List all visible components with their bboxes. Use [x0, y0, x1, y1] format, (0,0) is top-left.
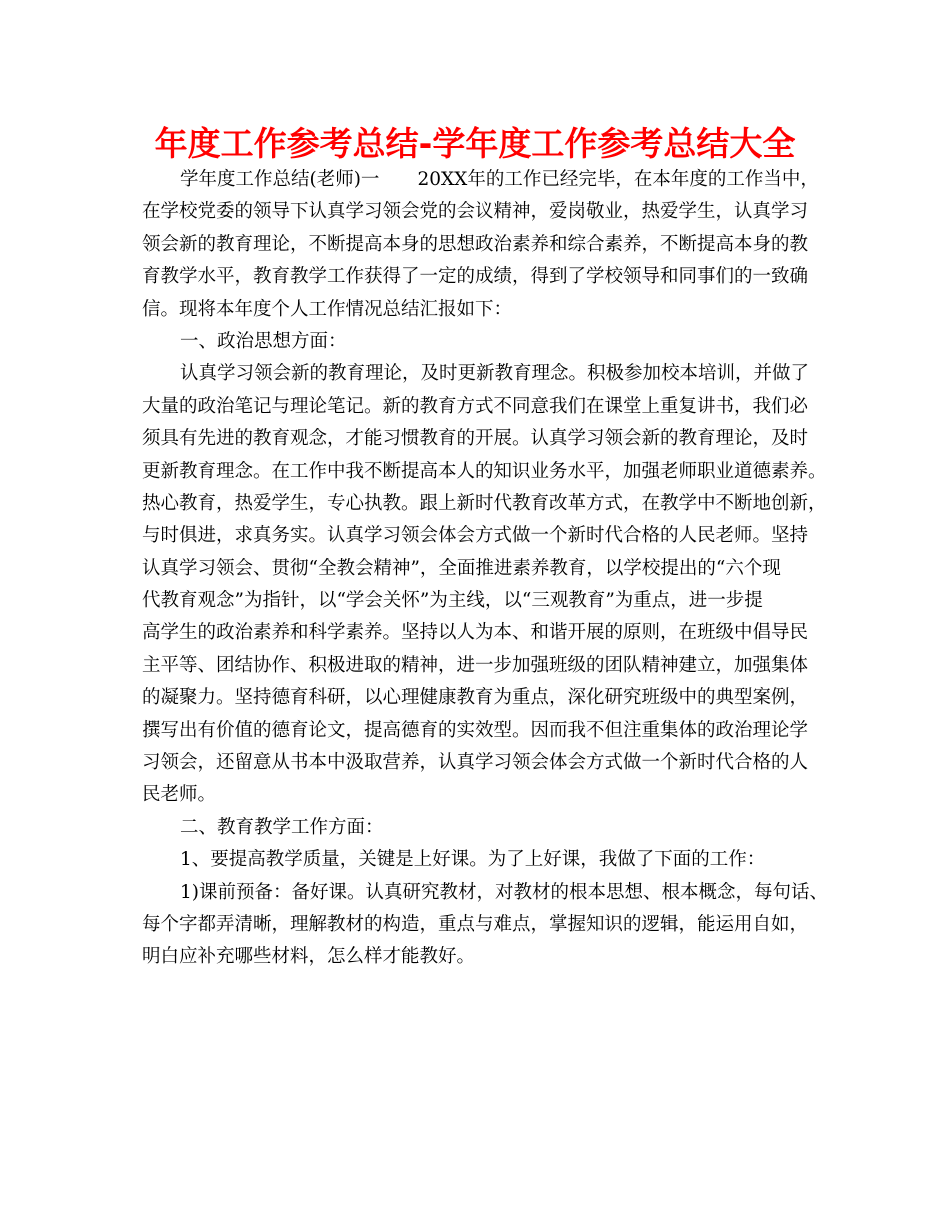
paragraph-line: 的凝聚力。坚持德育科研，以心理健康教育为重点，深化研究班级中的典型案例，	[142, 687, 809, 709]
document-body	[142, 164, 828, 974]
paragraph-line: 明白应补充哪些材料，怎么样才能教好。	[142, 946, 476, 968]
paragraph-line: 信。现将本年度个人工作情况总结汇报如下：	[142, 298, 513, 320]
paragraph-line: 1、要提高教学质量，关键是上好课。为了上好课，我做了下面的工作：	[180, 849, 766, 871]
paragraph-text: 学年度工作总结(老师)一	[180, 169, 380, 190]
paragraph-line: 高学生的政治素养和科学素养。坚持以人为本、和谐开展的原则，在班级中倡导民	[142, 622, 809, 644]
paragraph-line: 民老师。	[142, 784, 217, 806]
paragraph-line: 1)课前预备：备好课。认真研究教材，对教材的根本思想、根本概念，每句话、	[180, 881, 828, 903]
paragraph-line: 代教育观念”为指针，以“学会关怀”为主线，以“三观教育”为重点，进一步提	[142, 590, 763, 612]
paragraph-line: 认真学习领会、贯彻“全教会精神”，全面推进素养教育，以学校提出的“六个现	[142, 557, 781, 579]
section-heading: 二、教育教学工作方面：	[180, 816, 384, 838]
paragraph-text: 20XX年的工作已经完毕，在本年度的工作当中，	[417, 169, 819, 190]
paragraph-line: 习领会，还留意从书本中汲取营养，认真学习领会体会方式做一个新时代合格的人	[142, 752, 809, 774]
paragraph-line: 与时俱进，求真务实。认真学习领会体会方式做一个新时代合格的人民老师。坚持	[142, 525, 809, 547]
paragraph-line: 认真学习领会新的教育理论，及时更新教育理念。积极参加校本培训，并做了	[180, 363, 810, 385]
section-heading: 一、政治思想方面：	[180, 330, 347, 352]
paragraph-line: 须具有先进的教育观念，才能习惯教育的开展。认真学习领会新的教育理论，及时	[142, 428, 809, 450]
paragraph-line: 撰写出有价值的德育论文，提高德育的实效型。因而我不但注重集体的政治理论学	[142, 719, 809, 741]
paragraph-line: 大量的政治笔记与理论笔记。新的教育方式不同意我们在课堂上重复讲书，我们必	[142, 395, 809, 417]
paragraph-line: 每个字都弄清晰，理解教材的构造，重点与难点，掌握知识的逻辑，能运用自如，	[142, 913, 809, 935]
paragraph-line: 领会新的教育理论，不断提高本身的思想政治素养和综合素养，不断提高本身的教	[142, 233, 809, 255]
paragraph-line: 在学校党委的领导下认真学习领会党的会议精神，爱岗敬业，热爱学生，认真学习	[142, 201, 809, 223]
paragraph-line	[142, 164, 819, 196]
document-title: 年度工作参考总结-学年度工作参考总结大全	[154, 124, 796, 163]
paragraph-line: 育教学水平，教育教学工作获得了一定的成绩，得到了学校领导和同事们的一致确	[142, 266, 809, 288]
paragraph-line: 主平等、团结协作、积极进取的精神，进一步加强班级的团队精神建立，加强集体	[142, 654, 809, 676]
paragraph-line: 更新教育理念。在工作中我不断提高本人的知识业务水平，加强老师职业道德素养。	[142, 460, 827, 482]
paragraph-line: 热心教育，热爱学生，专心执教。跟上新时代教育改革方式，在教学中不断地创新，	[142, 492, 827, 514]
